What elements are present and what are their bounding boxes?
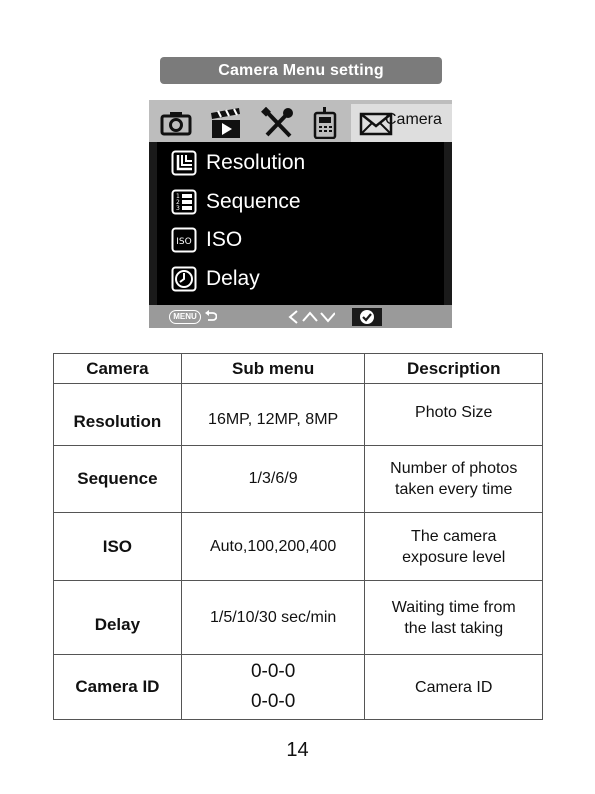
table-row (54, 655, 543, 720)
video-icon (209, 107, 245, 139)
row-description (365, 655, 543, 720)
row-description (365, 581, 543, 655)
menu-item-label: Resolution (206, 151, 306, 174)
menu-item-delay[interactable] (171, 263, 260, 295)
row-submenu (181, 655, 365, 720)
camera-menu-screen (149, 100, 452, 328)
row-name: ISO (54, 513, 182, 581)
camera-id-value: 0-0-0 (250, 691, 296, 712)
row-description (365, 513, 543, 581)
svg-text:2: 2 (176, 199, 180, 206)
table-row (54, 446, 543, 513)
navigation-arrows-icon[interactable] (287, 309, 335, 325)
menu-bottom-bar (149, 305, 452, 328)
camera-settings-table (53, 353, 543, 720)
row-name: Resolution (54, 384, 182, 446)
menu-item-sequence[interactable] (171, 186, 301, 218)
column-header: Description (365, 354, 543, 384)
menu-item-resolution[interactable] (171, 147, 305, 179)
row-name: Camera ID (54, 655, 182, 720)
tab-phone[interactable] (305, 104, 345, 142)
tools-icon (261, 107, 295, 139)
description-line: exposure level (402, 548, 506, 566)
camera-id-value: 0-0-0 (250, 661, 296, 682)
svg-text:1: 1 (176, 193, 180, 200)
ok-button[interactable] (352, 308, 382, 326)
column-header: Sub menu (181, 354, 365, 384)
menu-tab-bar (149, 100, 452, 142)
row-submenu: 1/3/6/9 (181, 446, 365, 513)
tab-tools[interactable] (257, 104, 299, 142)
camera-icon (160, 110, 192, 136)
description-line: The camera (411, 527, 497, 545)
iso-icon (171, 227, 197, 253)
column-header: Camera (54, 354, 182, 384)
checkmark-icon (352, 308, 382, 326)
description-line: the last taking (404, 619, 504, 637)
table-row (54, 513, 543, 581)
resolution-icon (171, 150, 197, 176)
active-tab-label: Camera (385, 111, 442, 128)
description-line: taken every time (395, 481, 513, 498)
menu-list (157, 142, 444, 305)
menu-item-label: Sequence (206, 190, 301, 213)
menu-button[interactable]: MENU (169, 310, 201, 324)
row-submenu: 1/5/10/30 sec/min (181, 581, 365, 655)
tab-camera[interactable] (155, 104, 197, 142)
back-arrow-icon[interactable] (205, 309, 217, 323)
description-line: Waiting time from (391, 598, 516, 616)
phone-icon (313, 107, 337, 139)
svg-text:3: 3 (176, 205, 180, 212)
page-title: Camera Menu setting (160, 57, 442, 84)
row-description (365, 384, 543, 446)
menu-item-label: ISO (206, 228, 243, 251)
page-number: 14 (286, 739, 309, 761)
delay-icon (171, 266, 197, 292)
row-submenu: 16MP, 12MP, 8MP (181, 384, 365, 446)
row-submenu: Auto,100,200,400 (181, 513, 365, 581)
table-header-row (54, 354, 543, 384)
row-description (365, 446, 543, 513)
menu-item-label: Delay (206, 267, 260, 290)
row-name: Delay (54, 581, 182, 655)
menu-item-iso[interactable] (171, 224, 242, 256)
table-row (54, 384, 543, 446)
tab-video[interactable] (203, 104, 251, 142)
svg-text:ISO: ISO (176, 237, 192, 247)
description-line: Camera ID (415, 678, 493, 696)
description-line: Number of photos (390, 460, 518, 477)
sequence-icon (171, 189, 197, 215)
table-row (54, 581, 543, 655)
row-name: Sequence (54, 446, 182, 513)
description-line: Photo Size (415, 404, 493, 421)
